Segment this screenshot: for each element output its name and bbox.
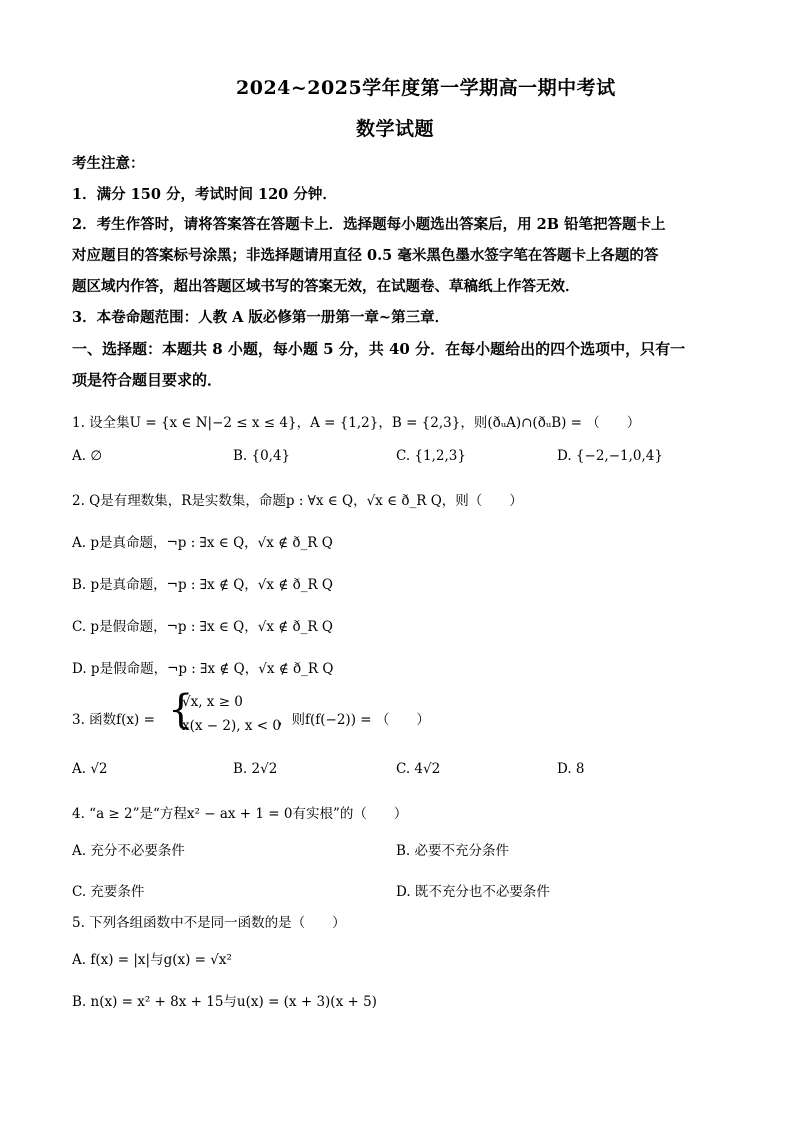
question-1-option-a: A. ∅ — [72, 448, 103, 464]
question-2-option-d: D. p是假命题，¬p : ∃x ∉ Q，√x ∉ ð_R Q — [72, 661, 334, 677]
question-4-option-d: D. 既不充分也不必要条件 — [396, 884, 550, 900]
notice-item-2-line-1: 2．考生作答时，请将答案答在答题卡上．选择题每小题选出答案后，用 2B 铅笔把答题卡上 — [72, 216, 666, 233]
question-2-option-a: A. p是真命题，¬p : ∃x ∈ Q，√x ∉ ð_R Q — [72, 535, 333, 551]
section-heading-line-2: 项是符合题目要求的． — [72, 371, 223, 389]
question-3-stem-right: ，则f(f(−2)) = （ ） — [278, 712, 430, 728]
section-heading-line-1: 一、选择题：本题共 8 小题，每小题 5 分，共 40 分．在每小题给出的四个选项中，只有一 — [72, 340, 686, 358]
question-4-option-a: A. 充分不必要条件 — [72, 843, 185, 859]
exam-subtitle: 数学试题 — [356, 118, 435, 140]
notice-item-2-line-3: 题区域内作答，超出答题区域书写的答案无效，在试题卷、草稿纸上作答无效． — [72, 278, 580, 295]
question-3-case-1: √x, x ≥ 0 — [182, 694, 243, 710]
exam-title: 2024~2025学年度第一学期高一期中考试 — [236, 77, 616, 99]
notice-item-2-line-2: 对应题目的答案标号涂黑；非选择题请用直径 0.5 毫米黑色墨水签字笔在答题卡上各题的答 — [72, 247, 659, 264]
notice-heading: 考生注意： — [72, 155, 145, 172]
question-4-option-b: B. 必要不充分条件 — [396, 843, 510, 859]
question-2-option-c: C. p是假命题，¬p : ∃x ∈ Q，√x ∉ ð_R Q — [72, 619, 333, 635]
question-3-option-d: D. 8 — [557, 761, 585, 777]
question-1-option-c: C. {1,2,3} — [396, 448, 466, 464]
question-3-case-2: x(x − 2), x < 0 — [182, 718, 281, 734]
question-4-option-c: C. 充要条件 — [72, 884, 145, 900]
piecewise-brace: { — [168, 687, 194, 733]
question-5-option-b: B. n(x) = x² + 8x + 15与u(x) = (x + 3)(x + 5) — [72, 994, 377, 1010]
question-3-stem-left: 3. 函数f(x) = — [72, 712, 155, 728]
notice-item-1: 1．满分 150 分，考试时间 120 分钟． — [72, 186, 337, 203]
question-2-option-b: B. p是真命题，¬p : ∃x ∉ Q，√x ∉ ð_R Q — [72, 577, 334, 593]
question-3-option-c: C. 4√2 — [396, 761, 441, 777]
question-1-option-b: B. {0,4} — [233, 448, 291, 464]
question-5-stem: 5. 下列各组函数中不是同一函数的是（ ） — [72, 915, 346, 931]
question-1-stem: 1. 设全集U = {x ∈ N|−2 ≤ x ≤ 4}，A = {1,2}，B = {2,3}，则(ðᵤA)∩(ðᵤB) = （ ） — [72, 415, 641, 431]
notice-item-3: 3．本卷命题范围：人教 A 版必修第一册第一章~第三章． — [72, 309, 450, 326]
question-3-option-a: A. √2 — [72, 761, 108, 777]
question-5-option-a: A. f(x) = |x|与g(x) = √x² — [72, 952, 232, 968]
question-2-stem: 2. Q是有理数集，R是实数集，命题p : ∀x ∈ Q，√x ∈ ð_R Q，则（ ） — [72, 493, 523, 509]
question-1-option-d: D. {−2,−1,0,4} — [557, 448, 663, 464]
question-4-stem: 4. “a ≥ 2”是“方程x² − ax + 1 = 0有实根”的（ ） — [72, 806, 408, 822]
question-3-option-b: B. 2√2 — [233, 761, 278, 777]
